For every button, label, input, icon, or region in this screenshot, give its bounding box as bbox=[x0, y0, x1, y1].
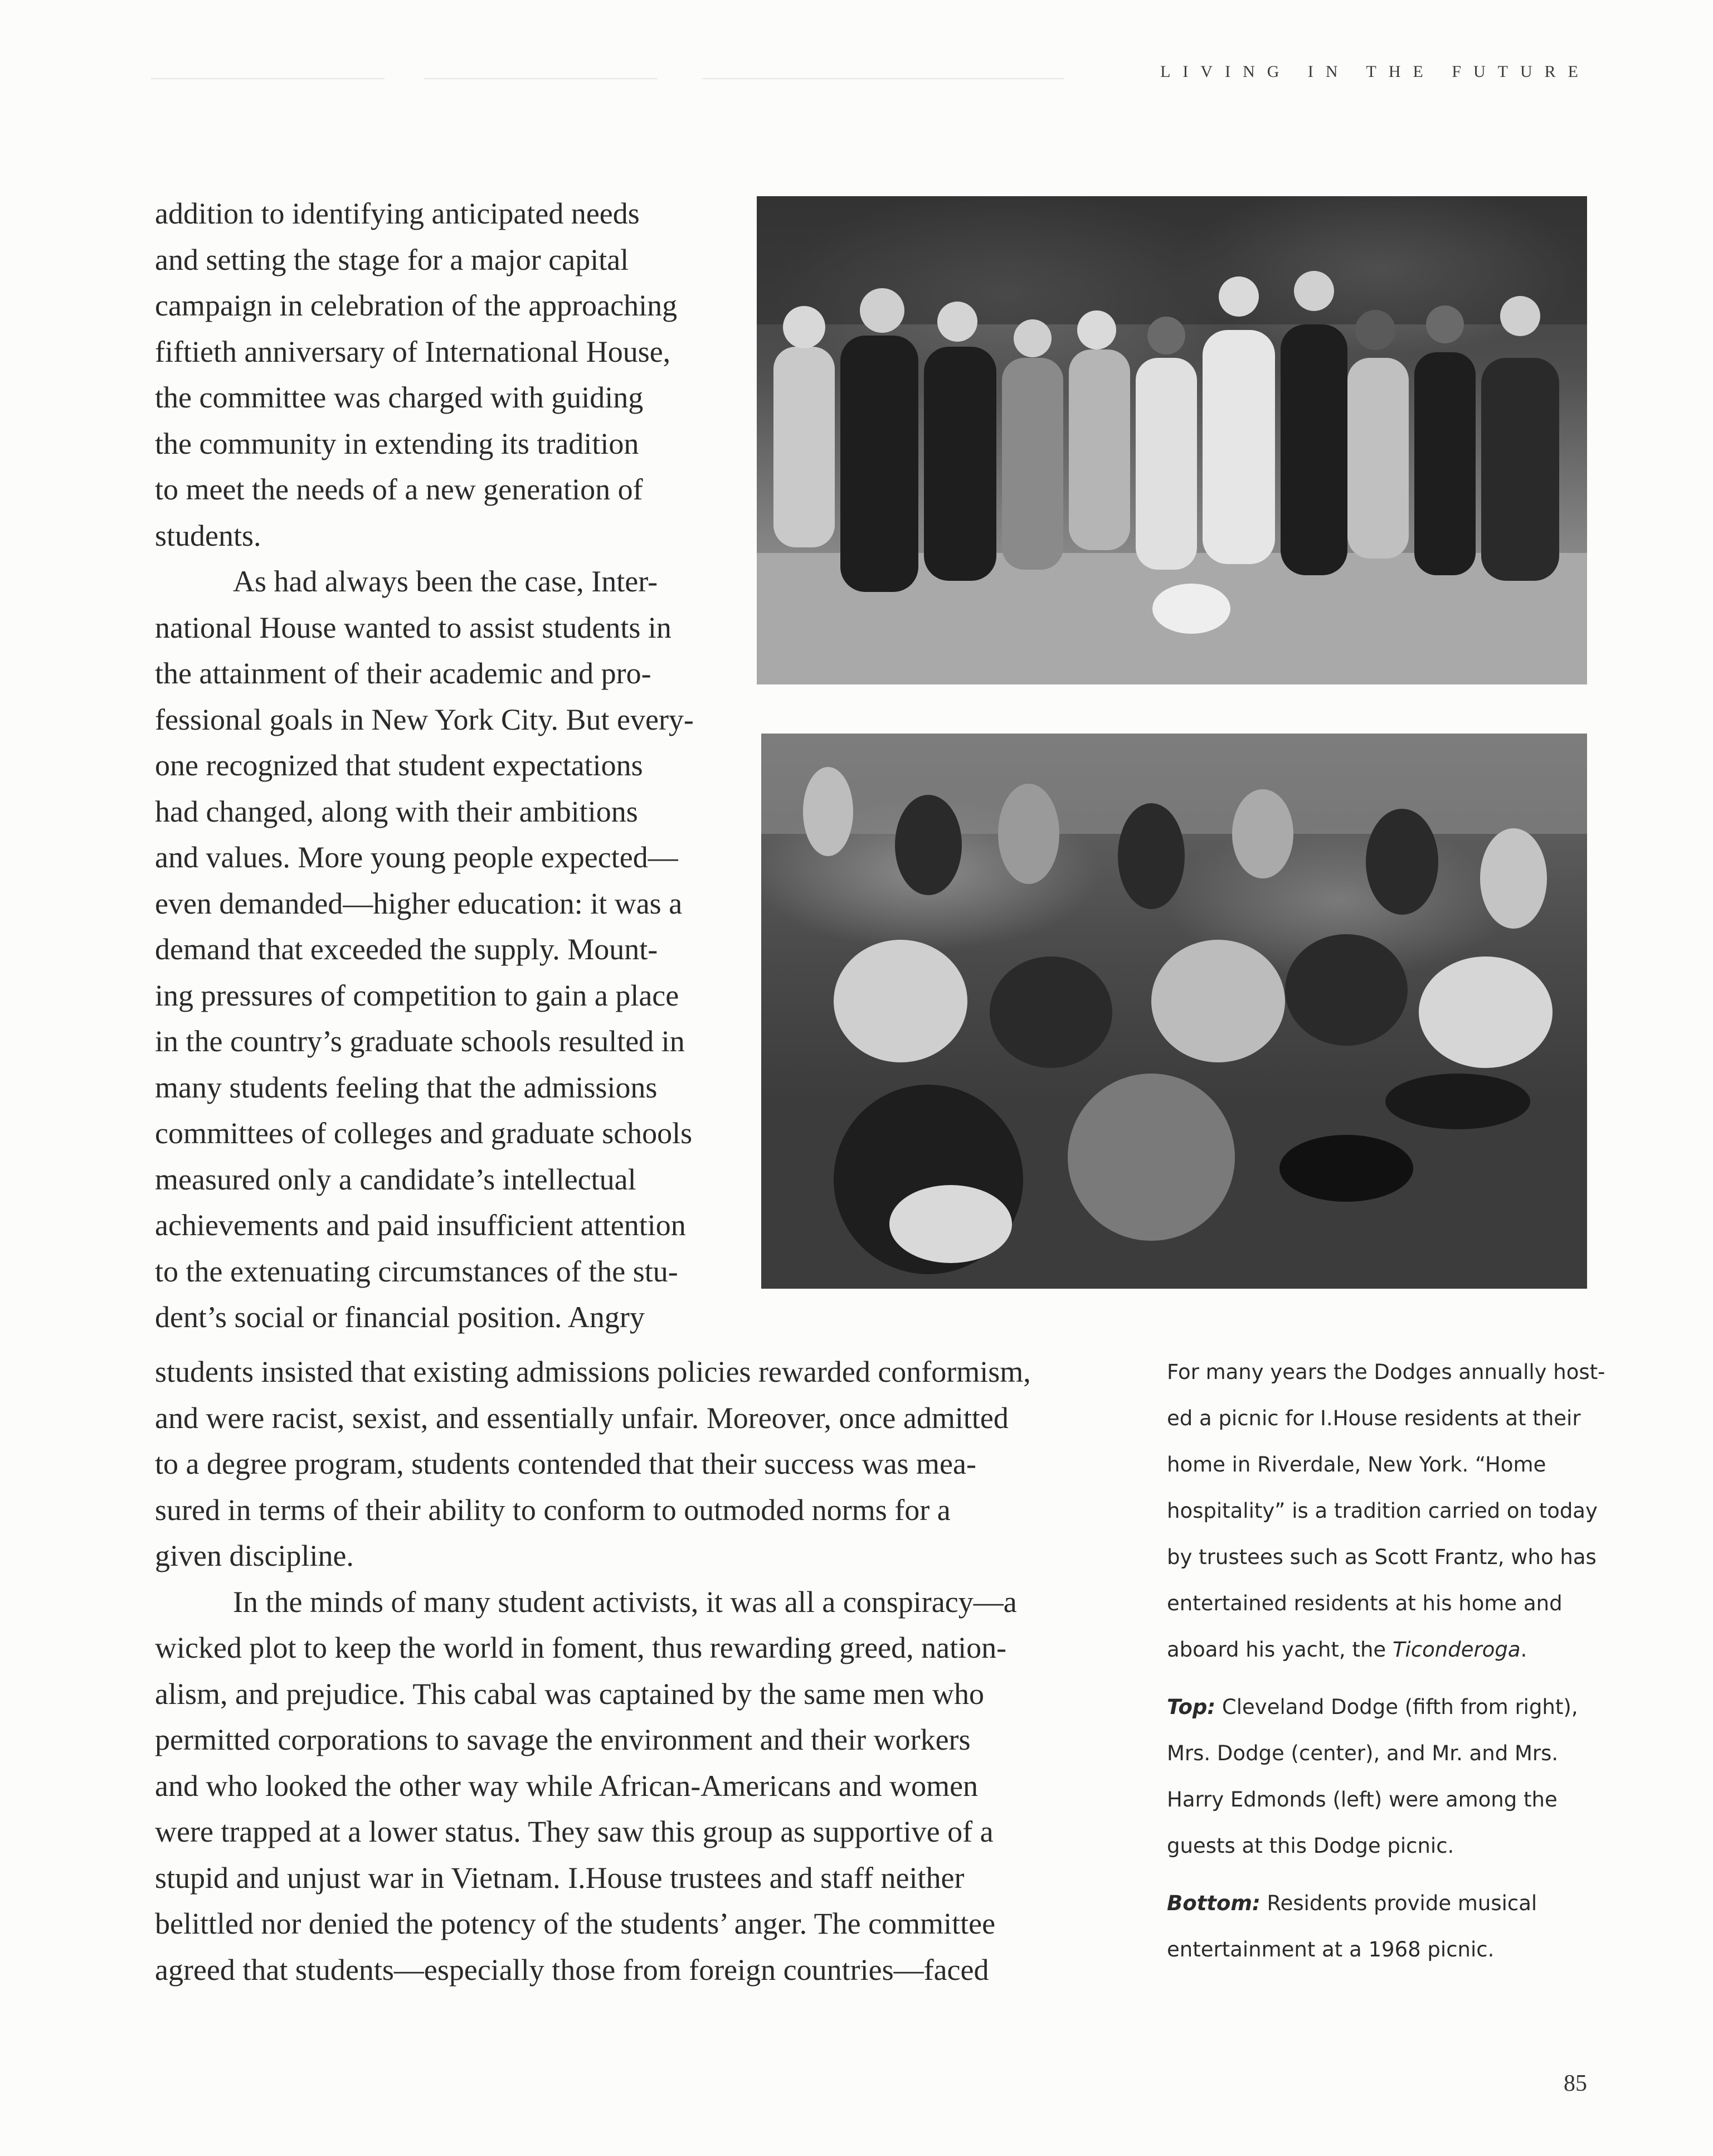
yacht-name: Ticonderoga bbox=[1392, 1638, 1521, 1662]
photo-caption bbox=[1167, 1349, 1605, 1984]
text-line: many students feeling that the admissions bbox=[155, 1070, 658, 1104]
text-line: students. bbox=[155, 518, 261, 552]
text-line: ing pressures of competition to gain a place bbox=[155, 978, 679, 1012]
caption-line: entertainment at a 1968 picnic. bbox=[1167, 1938, 1495, 1961]
text-line: national House wanted to assist students in bbox=[155, 610, 671, 644]
text-line: fessional goals in New York City. But every- bbox=[155, 702, 694, 736]
text-line: even demanded—higher education: it was a bbox=[155, 886, 683, 920]
text-line: wicked plot to keep the world in foment, thus rewarding greed, nation- bbox=[155, 1631, 1007, 1664]
caption-period: . bbox=[1520, 1638, 1527, 1662]
text-line: to the extenuating circumstances of the stu- bbox=[155, 1254, 678, 1288]
caption-text: Residents provide musical bbox=[1260, 1891, 1537, 1915]
text-line: agreed that students—especially those from foreign countries—faced bbox=[155, 1953, 989, 1987]
text-line: in the country’s graduate schools resulted in bbox=[155, 1024, 685, 1058]
caption-line: ed a picnic for I.House residents at their bbox=[1167, 1406, 1581, 1430]
text-line: to a degree program, students contended that their success was mea- bbox=[155, 1447, 976, 1480]
text-line: demand that exceeded the supply. Mount- bbox=[155, 933, 658, 966]
caption-line bbox=[1167, 1626, 1590, 1673]
text-line: measured only a candidate’s intellectual bbox=[155, 1162, 636, 1196]
text-line: As had always been the case, Inter- bbox=[233, 565, 658, 598]
text-line: the community in extending its tradition bbox=[155, 426, 639, 460]
header-rule-2 bbox=[424, 78, 658, 79]
caption-line: Harry Edmonds (left) were among the bbox=[1167, 1788, 1558, 1812]
running-head: LIVING IN THE FUTURE bbox=[1160, 62, 1590, 81]
text-line: given discipline. bbox=[155, 1539, 354, 1572]
caption-line: Mrs. Dodge (center), and Mr. and Mrs. bbox=[1167, 1741, 1559, 1765]
text-line: and were racist, sexist, and essentially unfair. Moreover, once admitted bbox=[155, 1401, 1009, 1435]
caption-bottom bbox=[1167, 1880, 1590, 1973]
caption-line: entertained residents at his home and bbox=[1167, 1591, 1563, 1615]
paragraph-1 bbox=[155, 191, 746, 559]
caption-line bbox=[1167, 1880, 1590, 1926]
photo-dodge-picnic-group bbox=[757, 196, 1587, 684]
text-line: permitted corporations to savage the environment and their workers bbox=[155, 1723, 971, 1756]
text-line: and values. More young people expected— bbox=[155, 841, 678, 874]
caption-top bbox=[1167, 1684, 1590, 1869]
text-line: committees of colleges and graduate schools bbox=[155, 1116, 693, 1150]
text-line: addition to identifying anticipated needs bbox=[155, 197, 640, 230]
text-line: were trapped at a lower status. They saw this group as supportive of a bbox=[155, 1815, 994, 1848]
text-line: In the minds of many student activists, it was all a conspiracy—a bbox=[233, 1585, 1017, 1619]
paragraph-2 bbox=[155, 559, 746, 1341]
text-line: had changed, along with their ambitions bbox=[155, 794, 638, 828]
caption-line: For many years the Dodges annually host- bbox=[1167, 1360, 1605, 1384]
caption-line: hospitality” is a tradition carried on today bbox=[1167, 1499, 1598, 1523]
text-line: belittled nor denied the potency of the students’ anger. The committee bbox=[155, 1907, 996, 1940]
text-line: fiftieth anniversary of International House, bbox=[155, 334, 671, 368]
caption-text: aboard his yacht, the bbox=[1167, 1638, 1393, 1662]
paragraph-2-continued bbox=[155, 1349, 1113, 1579]
text-line: and setting the stage for a major capital bbox=[155, 242, 629, 276]
photo-picnic-guitar-players bbox=[761, 734, 1587, 1289]
caption-line: by trustees such as Scott Frantz, who has bbox=[1167, 1545, 1597, 1569]
paragraph-3 bbox=[155, 1579, 1113, 1993]
body-text-full-width bbox=[155, 1349, 1113, 1993]
header-rule-1 bbox=[150, 78, 385, 79]
caption-text: Cleveland Dodge (fifth from right), bbox=[1215, 1695, 1578, 1719]
header-rule-3 bbox=[702, 78, 1064, 79]
text-line: and who looked the other way while African-Americans and women bbox=[155, 1769, 979, 1803]
text-line: the committee was charged with guiding bbox=[155, 381, 644, 414]
photo-crowd-figures bbox=[761, 734, 1587, 1289]
text-line: campaign in celebration of the approaching bbox=[155, 289, 678, 322]
text-line: dent’s social or financial position. Angry bbox=[155, 1300, 645, 1334]
body-text-narrow-column bbox=[155, 191, 746, 1341]
caption-line: home in Riverdale, New York. “Home bbox=[1167, 1453, 1546, 1477]
text-line: to meet the needs of a new generation of bbox=[155, 473, 643, 506]
text-line: alism, and prejudice. This cabal was captained by the same men who bbox=[155, 1677, 985, 1711]
caption-top-label: Top: bbox=[1167, 1695, 1216, 1719]
photo-group-figures bbox=[757, 196, 1587, 684]
caption-bottom-label: Bottom: bbox=[1167, 1891, 1261, 1915]
caption-line: guests at this Dodge picnic. bbox=[1167, 1834, 1454, 1858]
text-line: stupid and unjust war in Vietnam. I.House trustees and staff neither bbox=[155, 1861, 965, 1895]
text-line: achievements and paid insufficient attention bbox=[155, 1208, 686, 1242]
caption-intro bbox=[1167, 1349, 1605, 1673]
text-line: the attainment of their academic and pro- bbox=[155, 657, 651, 690]
page-number: 85 bbox=[1564, 2071, 1587, 2096]
text-line: students insisted that existing admissions policies rewarded conformism, bbox=[155, 1355, 1031, 1388]
text-line: sured in terms of their ability to conform to outmoded norms for a bbox=[155, 1493, 951, 1527]
text-line: one recognized that student expectations bbox=[155, 749, 643, 782]
caption-line bbox=[1167, 1684, 1590, 1730]
